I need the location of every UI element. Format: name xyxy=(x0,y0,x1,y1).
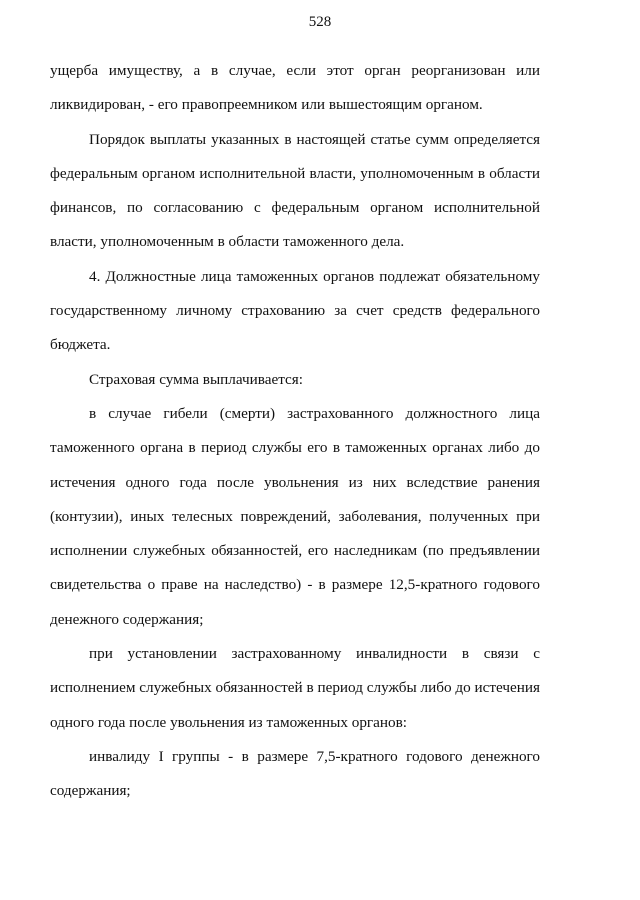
paragraph-1: ущерба имуществу, а в случае, если этот орган реорганизован или ликвидирован, - его правопреемником или вышестоящим органом. xyxy=(50,62,540,114)
document-body xyxy=(50,54,540,809)
paragraph-3: 4. Должностные лица таможенных органов подлежат обязательному государственному личному страхованию за счет средств федерального бюджета. xyxy=(50,267,540,354)
page-number: 528 xyxy=(308,14,332,30)
paragraph-2: Порядок выплаты указанных в настоящей статье сумм определяется федеральным органом исполнительной власти, уполномоченным в области финансов, по согласованию с федеральным органом исполнительной власти, уполномоченным в области таможенного дела. xyxy=(50,130,540,251)
paragraph-4: Страховая сумма выплачивается: xyxy=(89,370,303,388)
paragraph-6: при установлении застрахованному инвалидности в связи с исполнением служебных обязанностей в период службы либо до истечения одного года после увольнения из таможенных органов: xyxy=(50,645,540,731)
paragraph-5: в случае гибели (смерти) застрахованного должностного лица таможенного органа в период службы его в таможенных органах либо до истечения одного года после увольнения из них вследствие ранения (контузии), иных телесных повреждений, заболевания, полученных при исполнении служебных обязанностей, его наследникам (по предъявлении свидетельства о праве на наследство) - в размере 12,5-кратного годового денежного содержания; xyxy=(50,404,540,628)
paragraph-7: инвалиду I группы - в размере 7,5-кратного годового денежного содержания; xyxy=(50,747,540,800)
